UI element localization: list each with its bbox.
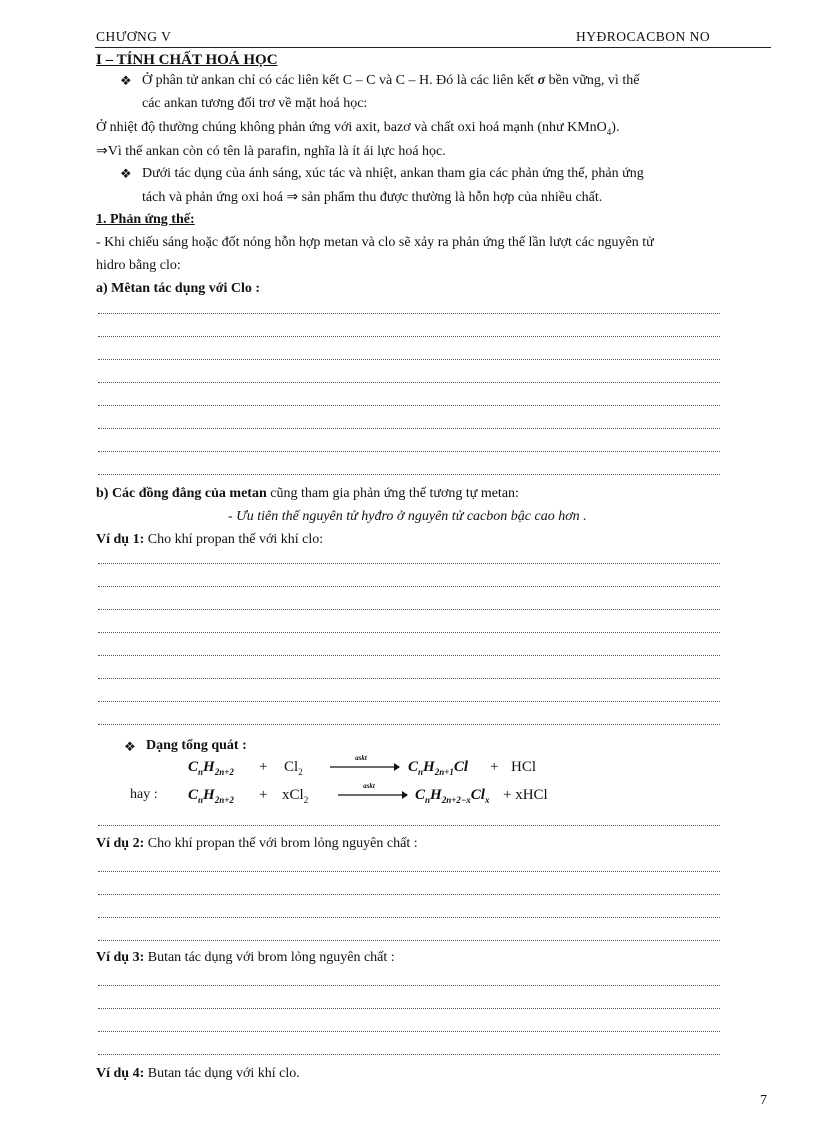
part-a-title: a) Mêtan tác dụng với Clo : bbox=[96, 281, 261, 296]
intro-line3: Ở nhiệt độ thường chúng không phản ứng với axit, bazơ và chất oxi hoá mạnh (như KMnO$_4$). bbox=[96, 120, 620, 137]
answer-line bbox=[98, 336, 720, 337]
answer-line bbox=[98, 917, 720, 918]
implies-arrow-icon: ⇒ bbox=[286, 190, 299, 205]
subsection-desc-line1: - Khi chiếu sáng hoặc đốt nóng hỗn hợp metan và clo sẽ xảy ra phản ứng thế lần lượt các nguyên tử bbox=[96, 235, 654, 250]
product-chloroalkane: $C_nH_{2n+1}Cl$ bbox=[408, 759, 469, 777]
plus-sign: + bbox=[259, 787, 268, 803]
intro-bullet2-line2: tách và phản ứng oxi hoá ⇒ sản phẩm thu được thường là hỗn hợp của nhiều chất. bbox=[142, 190, 603, 205]
answer-line bbox=[98, 474, 720, 475]
diamond-bullet-icon: ❖ bbox=[124, 739, 136, 754]
part-b-rule: - Ưu tiên thế nguyên tử hyđro ở nguyên tử cacbon bậc cao hơn . bbox=[228, 509, 587, 524]
reactant-alkane: $C_nH_{2n+2}$ bbox=[188, 759, 234, 777]
reaction-arrow-icon: askt bbox=[330, 754, 400, 772]
general-form-title: Dạng tổng quát : bbox=[146, 738, 247, 753]
answer-line bbox=[98, 940, 720, 941]
answer-line bbox=[98, 724, 720, 725]
reagent-x-chlorine: xCl$_2$ bbox=[282, 787, 309, 805]
byproduct-hcl: HCl bbox=[511, 759, 537, 775]
answer-line bbox=[98, 405, 720, 406]
example-3: Ví dụ 3: Butan tác dụng với brom lỏng nguyên chất : bbox=[96, 950, 395, 965]
reaction-arrow-icon: askt bbox=[338, 782, 408, 800]
subsection-desc-line2: hidro bằng clo: bbox=[96, 258, 181, 273]
section-title: I – TÍNH CHẤT HOÁ HỌC bbox=[96, 52, 278, 68]
hay-label: hay : bbox=[130, 787, 158, 802]
answer-line bbox=[98, 871, 720, 872]
plus-sign: + bbox=[259, 759, 268, 775]
answer-line bbox=[98, 894, 720, 895]
subsection-title: 1. Phản ứng thế: bbox=[96, 212, 195, 227]
header-rule bbox=[95, 47, 771, 48]
answer-line bbox=[98, 451, 720, 452]
answer-line bbox=[98, 313, 720, 314]
plus-sign: + bbox=[490, 759, 499, 775]
intro-bullet1-line1: Ở phân tử ankan chỉ có các liên kết C – C và C – H. Đó là các liên kết σ bền vững, vì thế bbox=[142, 73, 640, 88]
answer-line bbox=[98, 1054, 720, 1055]
reagent-chlorine: $Cl_2$ bbox=[284, 759, 303, 777]
answer-line bbox=[98, 655, 720, 656]
answer-line bbox=[98, 1031, 720, 1032]
answer-line bbox=[98, 678, 720, 679]
example-1: Ví dụ 1: Cho khí propan thế với khí clo: bbox=[96, 532, 324, 547]
page-number: 7 bbox=[760, 1093, 767, 1108]
answer-line bbox=[98, 1008, 720, 1009]
answer-line bbox=[98, 563, 720, 564]
answer-line bbox=[98, 701, 720, 702]
product-polychloroalkane: $C_nH_{2n+2-x}Cl_x$ bbox=[415, 787, 490, 805]
reactant-alkane: $C_nH_{2n+2}$ bbox=[188, 787, 234, 805]
byproduct-xhcl: + xHCl bbox=[503, 787, 548, 803]
answer-line bbox=[98, 586, 720, 587]
intro-line4: ⇒Vì thế ankan còn có tên là parafin, nghĩa là ít ái lực hoá học. bbox=[96, 144, 446, 159]
answer-line bbox=[98, 382, 720, 383]
answer-line bbox=[98, 632, 720, 633]
header-topic: HYĐROCACBON NO bbox=[576, 29, 711, 44]
answer-line bbox=[98, 428, 720, 429]
header-chapter: CHƯƠNG V bbox=[96, 29, 172, 44]
answer-line bbox=[98, 985, 720, 986]
answer-line bbox=[98, 609, 720, 610]
intro-bullet2-line1: Dưới tác dụng của ánh sáng, xúc tác và nhiệt, ankan tham gia các phản ứng thế, phản ứng bbox=[142, 166, 644, 181]
diamond-bullet-icon: ❖ bbox=[120, 73, 132, 88]
answer-line bbox=[98, 825, 720, 826]
implies-arrow-icon: ⇒ bbox=[96, 144, 108, 159]
example-4: Ví dụ 4: Butan tác dụng với khí clo. bbox=[96, 1066, 300, 1081]
diamond-bullet-icon: ❖ bbox=[120, 166, 132, 181]
intro-bullet1-line2: các ankan tương đối trơ về mặt hoá học: bbox=[142, 96, 368, 111]
example-2: Ví dụ 2: Cho khí propan thế với brom lỏng nguyên chất : bbox=[96, 836, 418, 851]
part-b-title: b) Các đồng đẳng của metan cũng tham gia phản ứng thế tương tự metan: bbox=[96, 486, 519, 501]
sigma-symbol: σ bbox=[537, 73, 546, 88]
answer-line bbox=[98, 359, 720, 360]
